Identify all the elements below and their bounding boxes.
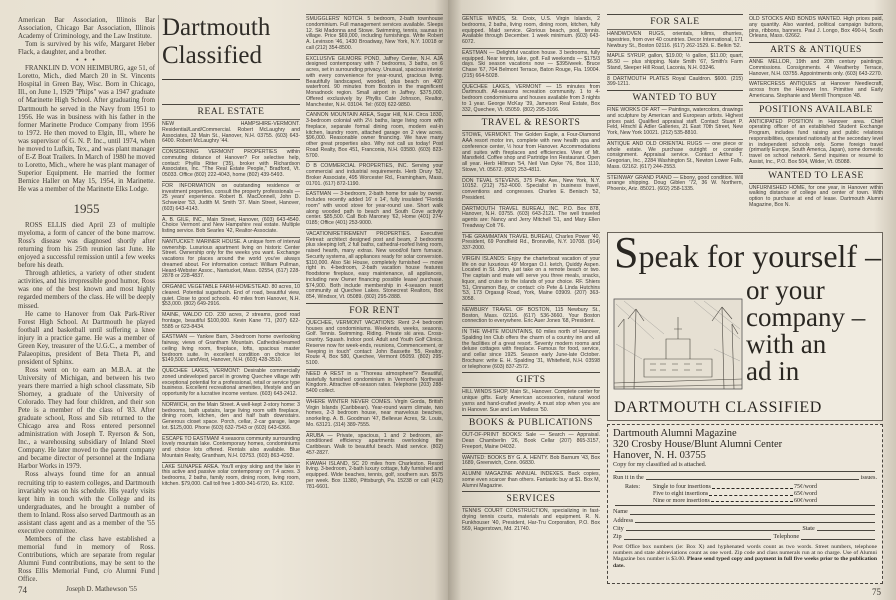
field-label: State — [802, 525, 815, 532]
obituary-paragraph: American Bar Association, Illinois Bar Association, Chicago Bar Association, Illinois Academy of Criminology, and the Law Institute. — [18, 17, 155, 41]
section-title — [162, 14, 302, 70]
title-line: Classified — [162, 42, 262, 69]
classified-ad: STOWE, VERMONT. The Golden Eagle, a Four-Diamond AAA resort motor inn, complete with new health spa and conference center, ½ hour from Hanover. Accommodations and suites with fireplaces and efficiencies. View of Mt. Mansfield. Coffee shop and Partridge Inn Restaurant. Open all year. Herb Hillman '54, Neil Van Dyke '76, Box 1110, Stowe, Vt. 05672. (802) 253-4811. — [462, 130, 600, 175]
obituary-paragraph: Ross went on to earn an M.B.A. at the University of Michigan, and between his two years there married a high school classmate, Sib Shorney, a graduate of the University of Colorado. They had four children, and their son Pete is a member of the class of '83. After graduate school, Ross and Sib returned to the Chicago area and Ross entered personnel administration with Joseph T. Ryerson & Son, Inc., a warehousing subsidiary of Inland Steel Company. He later moved to the parent company and became director of personnel at the Indiana Harbor Works in 1979. — [18, 366, 155, 471]
classified-ad: A. B. GILE, INC., Main Street, Hanover, (603) 643-4540. Choice Vermont and New Hampshire real estate. Multiple listing service. Bob Searles '42, Realtor-Associate. — [162, 215, 300, 237]
classified-ad: EASTMAN — 3-bedroom, 2-bath home for sale by owner. Includes recently added 16' x 14', fully insulated "Florida room" with wood stove for year-round use. Short walk along wooded path to beach and South Cove activity center. $85,500. Call Bob Maroney '62, Home (401) 274-0185; Office (401) 253-9000. — [306, 189, 443, 229]
classified-ad: ALUMNI MAGAZINE ANNUAL INDEXES. Back copies, some even scarcer than others. Fantastic buy at $1. Box M, Alumni Magazine. — [462, 469, 600, 491]
classified-ad: EASTMAN — Yankee Barn, 3-bedroom home overlooking fairway, views of Grantham Mountain. Cathedral-beamed ceiling living room, fireplace, lofts, spacious master bedroom suite. In excellent condition on choice lot $149,500. LandVest, Hanover, N.H. (603) 428-3510. — [162, 332, 300, 366]
obituary-paragraph: Ross always found time for an annual recruiting trip to eastern colleges, and Dartmouth invariably was on his schedule. His yearly visits kept him in touch with the College and its undergraduates, and he brought a number of them to Inland. Ross also served Dartmouth as an assistant class agent and as a member of the '55 executive committee. — [18, 471, 155, 535]
coupon-instruction: Copy for my classified ad is attached. — [613, 461, 707, 468]
coupon-address: 320 Crosby House/Blunt Alumni Center — [613, 439, 783, 450]
headline-text: peak for yourself – — [638, 238, 882, 274]
classified-ad: QUECHEE, VERMONT VACATIONS: Rent 2-4 bedroom houses and condominiums. Weekends, weeks, seasons. Golf. Tennis. Swimming. Riding. Private ski area. Cross-country. Squash. Indoor pool. Adult and Youth Golf Clinics. Reserve now for week-ends, reunions, Commencement, or "keeping in touch" contact: John Bassette '55, Realtor, Route 4, Box 580, Quechee, Vermont 05059. (802) 295-5100. — [306, 318, 443, 369]
classified-ad: HILL WINDS SHOP, Main St., Hanover. Complete center for unique gifts. Early American accessories, natural wood yarns and hand-crafted jewelry. A must stop when you are in Hanover. Sue and Len Matless '50. — [462, 387, 600, 415]
rates-label: Rates: — [625, 484, 640, 491]
field-label: City — [613, 525, 624, 532]
city-state-field[interactable] — [613, 525, 877, 533]
classified-ad: DARTMOUTH TRAVEL BUREAU, INC. P.O. Box 878, Hanover, N.H. 03755. (603) 643-2121. The well traveled agents are: Nancy and Jerry Mitchell '51, and Mary Ellen Treadway Colt '76. — [462, 204, 600, 232]
obituary-paragraph: Members of the class have established a memorial fund in memory of Ross. Contributions, which are separate from regular Alumni Fund contributions, may be sent to the Ross Ellis Memorial Fund, c/o Alumni Fund Office. — [18, 535, 155, 584]
classified-column-3 — [306, 14, 443, 586]
classified-ad: TENNIS COURT CONSTRUCTION, specializing in fast-drying tennis courts, materials and equipment. R. N. Funkhouser '40, President, Har-Tru Corporation, P.O. Box 569, Hagerstown, Md. 21740. — [462, 506, 600, 534]
coupon-address: Hanover, N. H. 03755 — [613, 450, 706, 461]
obituary-paragraph: FRANKLIN D. VON HEIMBURG, age 51, of Loretto, Mich., died March 20 in St. Vincents Hospital in Green Bay, Wisc. Born in Chicago, Ill., on June 1, 1929 "Phips" was a 1947 graduate of Marinette High School. After graduating from Dartmouth he served in the Navy from 1951 to 1956. He was in business with his father in the former Marinette Produce Company from 1956 to 1972. He then moved to Elgin, Ill., where he was supervisor of G. N. P. Inc., until 1974, when he moved to Lufkin, Tex., and was plant manager of E-Z Boat Trailers. In March of 1980 he moved to Loretto, Mich., where he was plant manager of Superior Equipment. He married the former Bernice Haller on May 15, 1954, in Marinette. He was a member of the Marinette Elks Lodge. — [18, 65, 155, 193]
rate-row — [613, 498, 877, 505]
section-heading: WANTED TO LEASE — [749, 168, 883, 183]
classified-ad: NANTUCKET: MARINER HOUSE. A unique form of interval ownership. Luxurious apartment living on historic Center Street. Ownership only for the weeks you want. Exchange vacations for places around the world you've always dreamed about. For information contact: William Pullman, Heard-Webster Assoc., Nantucket, Mass. 02554, (617) 228-2878 or 228-4837. — [162, 237, 300, 282]
note-text: Post Office box numbers (ie: Box X) and hyphenated words count as two words. Street numbers, telephone numbers and state abbreviations count as one word. Zip code and class numerals run at no charge. Use of Alumni Magazine box number is $3.00. — [613, 543, 877, 563]
classified-ad: FINE WORKS OF ART — Paintings, watercolors, drawings and sculpture by American and European artists. Highest prices paid. Qualified appraisal staff. Contact Stuart P. Feld, Hirschl & Adler Galleries, 21 East 70th Street, New York, New York 10021. (212) 535-8810. — [607, 105, 743, 139]
rate-row — [613, 484, 877, 491]
classified-ad: EXCLUSIVE GILMORE POND, Jaffrey Center, N.H. AJA designed contemporary with 7 bedrooms, 3 baths, on 6 acres, set in surrounding privacy. Unusual, spacious interior with every convenience for year-round, gracious living. Beautifully landscaped, wooded, plus beach on 400' waterfront. 90 minutes from Boston in the magnificent Monadnock region. Small airport in Jaffrey. $375,000. Offered exclusively by Phyllis Cate Johnson, Realtor, Manchester, N.H. 03104. Tel: (603) 622-9850. — [306, 54, 443, 111]
rate-price: 65¢/word — [794, 491, 817, 497]
drop-cap: S — [614, 228, 639, 277]
classified-ad: EASTMAN — Delightful vacation house. 3 bedrooms, fully equipped. Near tennis, lake, golf. Fall weekends — $175/3 days. Ski season vacations now — $395/week. Bruce Chase '67, 704 Belmont Terrace, Baton Rouge, Fla. 19004. (215) 664-5028. — [462, 48, 600, 82]
section-heading: BOOKS & PUBLICATIONS — [462, 415, 600, 430]
section-heading: FOR SALE — [607, 14, 743, 29]
coupon-address: Dartmouth Alumni Magazine — [613, 428, 737, 439]
promo-line: with an — [746, 329, 827, 359]
classified-ad: ANTIQUE AND OLD ORIENTAL RUGS — one piece or whole estate. We purchase outright or consider consignment. Appraisal service. Contact Arthur T. Gregorian, Inc., 2284 Washington St., Newton Lower Falls, Mass. 02162. (617) 244-2553. — [607, 139, 743, 173]
obituary-column — [18, 17, 155, 594]
field-label: Address — [613, 516, 634, 524]
classified-ad: NEED A REST in a "Thoreau atmosphere"? Beautiful, tastefully furnished condominium in Vermont's Northeast Kingdom. Attractive off-season rates. Telephone (203) 288-5400 collect. — [306, 369, 443, 397]
promo-headline — [614, 228, 882, 277]
separator-dots: • • • — [76, 57, 97, 65]
classified-ad: VIRGIN ISLANDS: Enjoy the charterboat vacation of your life on our luxurious 49' Morgan O.I. ketch, Quiddy Aspen. Located in St. John, just take on a remote beach or two. The captain and mate will serve you three meals, snacks, liquor, and cruise to the islands of your choice. RF. Shiers '51, Cinnamon Bay, or contact: c/o Pete & Linda Hutchins '53, 173 Orgasuji Road, York, Maine 03909. (207) 363-3058. — [462, 254, 600, 305]
classified-ad: QUECHEE LAKES, VERMONT — 15 minutes from Dartmouth. All-seasons recreation community. 1 to 4-bedroom condominiums and houses available from 3 nights to 1 year. George McKay '39, Jameson Real Estate, Box 332, Quechee, Vt. 05059. (802) 295-3166. — [462, 82, 600, 116]
dotted-leader — [709, 491, 793, 496]
classified-ad: HANDWOVEN RUGS, orientals, kilims, dhurries, tapestries, from over 40 countries. Decor International, 171 Newbury St., Boston 02116. (617) 262-1529. E. Belkin '52. — [607, 29, 743, 51]
section-heading: POSITIONS AVAILABLE — [749, 102, 883, 117]
field-label: Telephone — [773, 533, 800, 541]
dotted-leader — [712, 484, 793, 489]
obituary-paragraph: He came to Hanover from Oak Park-River Forest High School. At Dartmouth he played football and basketball until suffering a knee injury in a practice game. He was a member of Green Key, treasurer of the U.G.C., a member of Palaeopitus, president of Beta Theta Pi, and president of Sphinx. — [18, 310, 155, 366]
coupon-note — [613, 544, 877, 569]
rate-label: Nine or more insertions — [653, 497, 710, 504]
rate-price: 75¢/word — [794, 484, 817, 491]
page-number: 75 — [872, 587, 881, 597]
class-year-heading: 1955 — [73, 201, 100, 217]
classified-ad: IN THE WHITE MOUNTAINS, 60 miles north of Hanover, Spalding Inn Club offers the charm of a country inn and all the facilities of a great resort. Seventy modern rooms and deluxe cottages with fireplace. Famous for food, service, and cellar since 1925. Season early June-late October. Brochure: write E. H. Spalding '31, Whitefield, N.H. 03598 or telephone (603) 837-2572. — [462, 327, 600, 372]
classified-ad: 8 DARTMOUTH PLATES Royal Cauldron. $600. (215) 399-1211. — [607, 74, 743, 91]
section-heading: GIFTS — [462, 372, 600, 387]
classified-ad: ESCAPE TO EASTMAN! 4 seasons community surrounding lovely mountain lake. Contemporary homes, condominiums and choice lots offered. Rentals also available. Blue Mountain Realty, Grantham, N.H. 03753. (603) 863-4292. — [162, 434, 300, 462]
section-heading: ARTS & ANTIQUES — [749, 42, 883, 57]
promo-ad — [607, 228, 883, 421]
classified-ad: THE GRAMMATAN TRAVEL BUREAU, Charles Power '40, President, 69 Pondfield Rd., Bronxville, N.Y. 10708. (914) 337-2000. — [462, 232, 600, 254]
rate-price: 60¢/word — [794, 497, 817, 504]
address-field[interactable] — [613, 517, 877, 525]
title-rule — [162, 79, 300, 80]
classified-ad: VACATION/RETIREMENT PROPERTIES. Executive Retreat: architect designed post and beam, 2 bedrooms plus sleeping loft, 2 full baths, cathedral-roofed living room, raised hearth, many extras. New wood/oil farm furnace. Security systems, all appliances ready for solar conversion. $110,000. Also Ski House, completely furnished — move right in. 4-bedroom, 2-bath vacation house features floodstone fireplace, easy maintenance, all appliances, including new Owner financing possible lease/ purchase. $74,900. Both include membership in 4-season resort community at Quechee Lakes. Stonecrest Realtors, Box 854, Windsor, Vt. 05089. (802) 295-2888. — [306, 229, 443, 303]
section-heading: REAL ESTATE — [162, 104, 300, 119]
order-coupon — [607, 424, 883, 584]
classified-ad: OUT-OF-PRINT BOOKS: Sale — Search — Appraisal. Dean Chamberlin '26, Book Cellar (207) 865-3157, Freeport, Maine 04032. — [462, 430, 600, 452]
classified-ad: NEWBURY TRAVEL OF BOSTON, 115 Newbury St., Boston, Mass. 02116. (617) 536-3660. Your Boston connection to everywhere. Eric Auer Jones '68, President. — [462, 305, 600, 327]
promo-line: ad in — [746, 356, 800, 386]
rates-table — [613, 484, 877, 504]
obituary-paragraph: ROSS ELLIS died April 23 of multiple myeloma, a form of cancer of the bone marrow. Ross's disease was diagnosed shortly after returning from his 25th reunion last June. He enjoyed a successful remission until a few weeks before his death. — [18, 222, 155, 270]
classified-column-6 — [749, 14, 883, 229]
classified-column-5 — [607, 14, 743, 229]
page-number: 74 — [18, 585, 27, 595]
dotted-leader — [711, 498, 793, 503]
classified-ad: NORWICH, on the Main Street. A well-kept 2-story home: 3 bedrooms, bath upstairs, large living room with fireplace, dining room, kitchen, den and half bath downstairs. Generous closet space. Porch, cellar, 2-car garage, large lot. $125,000. Phone (603) 632-7543 or (603) 643-6366. — [162, 400, 300, 434]
classified-ad: OLD STOCKS AND BONDS WANTED. High prices paid, any quantity. Also wanted, political campaign buttons, pins, ribbons, banners. Paul J. Longo, Box 490-H, South Orleans, Mass. 02662. — [749, 14, 883, 42]
rate-row — [613, 491, 877, 498]
rate-label: Five to eight insertions — [653, 491, 709, 497]
classified-ad: ARUBA — Private, spacious, 1 and 2 bedroom, air-conditioned efficiency apartments overlooking the Caribbean. Walk to beautiful beach. Maid service. (802) 457-2827. — [306, 431, 443, 459]
classified-ad: NEW HAMPSHIRE-VERMONT. Residential/Land/Commercial. Robert McLaughry and Associates, 32 Main St., Hanover, N.H. 03755. (603) 643-6400. Robert McLaughry '44. — [162, 119, 300, 147]
zip-telephone-field[interactable] — [613, 533, 877, 541]
promo-line: company – — [746, 302, 866, 332]
section-heading: FOR RENT — [306, 303, 443, 318]
section-heading: SERVICES — [462, 491, 600, 506]
run-issues-field[interactable] — [613, 474, 877, 482]
section-heading: TRAVEL & RESORTS — [462, 115, 600, 130]
classified-ad: QUECHEE LAKES, VERMONT: Desirable commercially zoned undeveloped parcel in growing Quechee village with exceptional potential for a professional, retail or service type business. Excellent recreational amenities, lifestyle and an opportunity for a lucrative income venture. (603) 643-2412. — [162, 366, 300, 400]
classified-ad: D B COMMERCIAL PROPERTIES, INC. Serving your commercial and industrial requirements. Herb Drury '52, Broker Associate, 495 Worcester Rd., Framingham, Mass. 01701. (617) 872-1190. — [306, 161, 443, 189]
classified-ad: WHERE WINTER NEVER COMES. Virgin Gorda, British Virgin Islands (Caribbean). Year-round warm climate, two homes, 2-3 bedroom house, near marvelous beaches, snorkeling. A. B. Goodman '47, Bellevue Acres, St. Louis, Mo. 63121. (314) 389-7555. — [306, 397, 443, 431]
classified-ad: UNFURNISHED HOME, for one year, in Hanover within walking distance of college and center of town. With option to purchase at end of lease. Dartmouth Alumni Magazine, Box N. — [749, 183, 883, 211]
classified-ad: CONSIDERING VERMONT PROPERTIES within commuting distance of Hanover? For selective help, contact: Phyllis Ritter ('35), broker with Richardson Associates, Inc. "The Real Estate People," Bradford, Vt. 05033. Office (802) 222-4043, home (802) 439-5493. — [162, 147, 300, 181]
field-label: Run it in the — [613, 474, 644, 481]
classified-ad: CANNON MOUNTAIN AREA, Sugar Hill, N.H. Circa 1830, 3-bedroom colonial with 2½ baths, large living room with fireplace, separate formal dining room, modern eat-in kitchen, laundry room, attached garage on 2 view acres. $96,000. Reasonable owner financing. We have many other great properties also. Why not call us today! Post Road Realty, Box 451, Franconia, N.H. 03580. (603) 823-5700. — [306, 110, 443, 161]
classified-ad: DON TEVAL STEVENS, 375 Park Ave., New York, N.Y. 10152. (212) 752-4000. Specialist in business travel, conventions and congresses. Charles E. Benisch '52, President. — [462, 176, 600, 204]
classified-ad: ORGANIC VEGETABLE FARM-HOMESTEAD. 80 acres, 10 cleared. Potential sugarbush. End of road, beautiful view, quiet. Close to good schools. 40 miles from Hanover, N.H. $53,000. (802) 649-2916. — [162, 282, 300, 310]
title-line: Dartmouth — [162, 14, 271, 41]
obituary-paragraph: Through athletics, a variety of other student activities, and his irrepressible good humor, Ross was one of the best known and most highly regarded members of the class. He will be deeply missed. — [18, 270, 155, 310]
field-label: issues. — [860, 474, 877, 481]
promo-lines — [746, 277, 865, 385]
classified-ad: GENTLE WINDS, St. Croix, U.S. Virgin Islands, 2 bedrooms, 2 baths, living room, dining room, kitchen, fully equipped. Maid service. Glorious beach, pool, tennis. Available through December. 1 week minimum. (603) 643-6072. — [462, 14, 600, 48]
classified-ad: STEINWAY GRAND PIANO — Ebony, good condition. Will arrange shipping. Doug Giblen '72, 36 W. Northern, Phoenix, Ariz. 85021. (602) 258-1335. — [607, 173, 743, 195]
classified-column-4 — [462, 14, 600, 586]
note-bold-text: Please send typed copy and payment in full five weeks prior to the publication date. — [613, 556, 877, 569]
section-heading: WANTED TO BUY — [607, 90, 743, 105]
classified-ad: FOR INFORMATION on outstanding residence or investment properties, consult the property professionals — 25 years' experience. Robert B. MacDonnell, John D. Schweizer '53, Judith M. Smith '37. Main Street, Hanover, (603) 643-4143. — [162, 181, 300, 215]
name-field[interactable] — [613, 508, 877, 516]
promo-line: or your — [746, 275, 825, 305]
classified-column-2 — [162, 104, 300, 584]
field-label: Zip — [613, 533, 622, 541]
rate-label: Single to four insertions — [653, 484, 711, 491]
column-divider — [158, 15, 159, 575]
classified-ad: ANNE MELLOR, 19th and 20th century paintings. Commissions. Consignments. 4 Weatherby Terrace, Hanover, N.H. 03755. Appointments only. (603) 643-2270. — [749, 57, 883, 79]
classified-ad: MAINE, WALDO CO. 230 acres, 2 streams, good road frontage, beautiful $100,000. Kevin Kane '71, (207) 622-5585 or 623-8434. — [162, 310, 300, 332]
obituary-paragraph: Tom is survived by his wife, Margaret Heber Flack, a daughter, and a brother. — [18, 41, 155, 57]
classified-ad: LAKE SUNAPEE AREA. You'll enjoy skiing and the lake in this active and passive solar contemporary on 7.4 acres. 3 bedrooms, 2 baths, family room, dining room, living room, kitchen. $79,000. Call toll free 1-800-341-6720, Ex. K102. — [162, 462, 300, 490]
classified-ad: WANTED: BOOKS BY G. A. HENTY. Bob Barnum '43, Box 1689, Greenwich, Conn. 06830. — [462, 453, 600, 470]
classified-ad: ANTICIPATED POSITION in Hanover area. Chief operating officer of an established Student Exchange Program, includes fund raising and public relations responsibilities, operated nationally at the secondary level in independent schools only. Some foreign travel (primarily Europe, South America, Japan), some domestic travel on school network. Send inquiries or resumé to Assist, Inc., P.O. Box 504, Wilder, Vt. 05088. — [749, 117, 883, 168]
classified-ad: MAPLE SYRUP, gallon, $19.00; ½ gallon, $11.00; quart, $6.50 — plus shipping. Nate Smith '67, Smith's Farm Stand, Sleeper Hill Road, Laconia, N.H. 03246. — [607, 51, 743, 73]
classified-ad: WATERCRESS ANTIQUES at Hanover Needlecraft, across from the Hanover Inn. Primitive and Early Americana. Stephanie and Merrill Thompson '48. — [749, 79, 883, 101]
promo-brand: DARTMOUTH CLASSIFIED — [614, 399, 822, 416]
baker-library-woodcut-image — [614, 299, 742, 389]
field-label: Name — [613, 508, 628, 516]
classified-ad: KIAWAH ISLAND, SC 20 miles from Charleston. Resort living. 3-bedroom, 2-bath luxury cottage, fully furnished and equipped. Wide beaches, tennis, golf, southern sun. $575 per week. Box 11380, Pittsburgh, Pa. 15238 or call (412) 781-6601. — [306, 459, 443, 493]
classified-ad: SMUGGLERS' NOTCH. 5 bedroom, 2-bath townhouse condominium. Full management services available. Sleeps 12. Ski Madonna and Stowe. Swimming, tennis, saunas in village. Price $69,000, including furnishings. Write Robert A. Levinson '46, 1430 Broadway, New York, N.Y. 10018 or call (212) 354-8500. — [306, 14, 443, 54]
author-signature: Joseph D. Mathewson '55 — [66, 586, 137, 594]
